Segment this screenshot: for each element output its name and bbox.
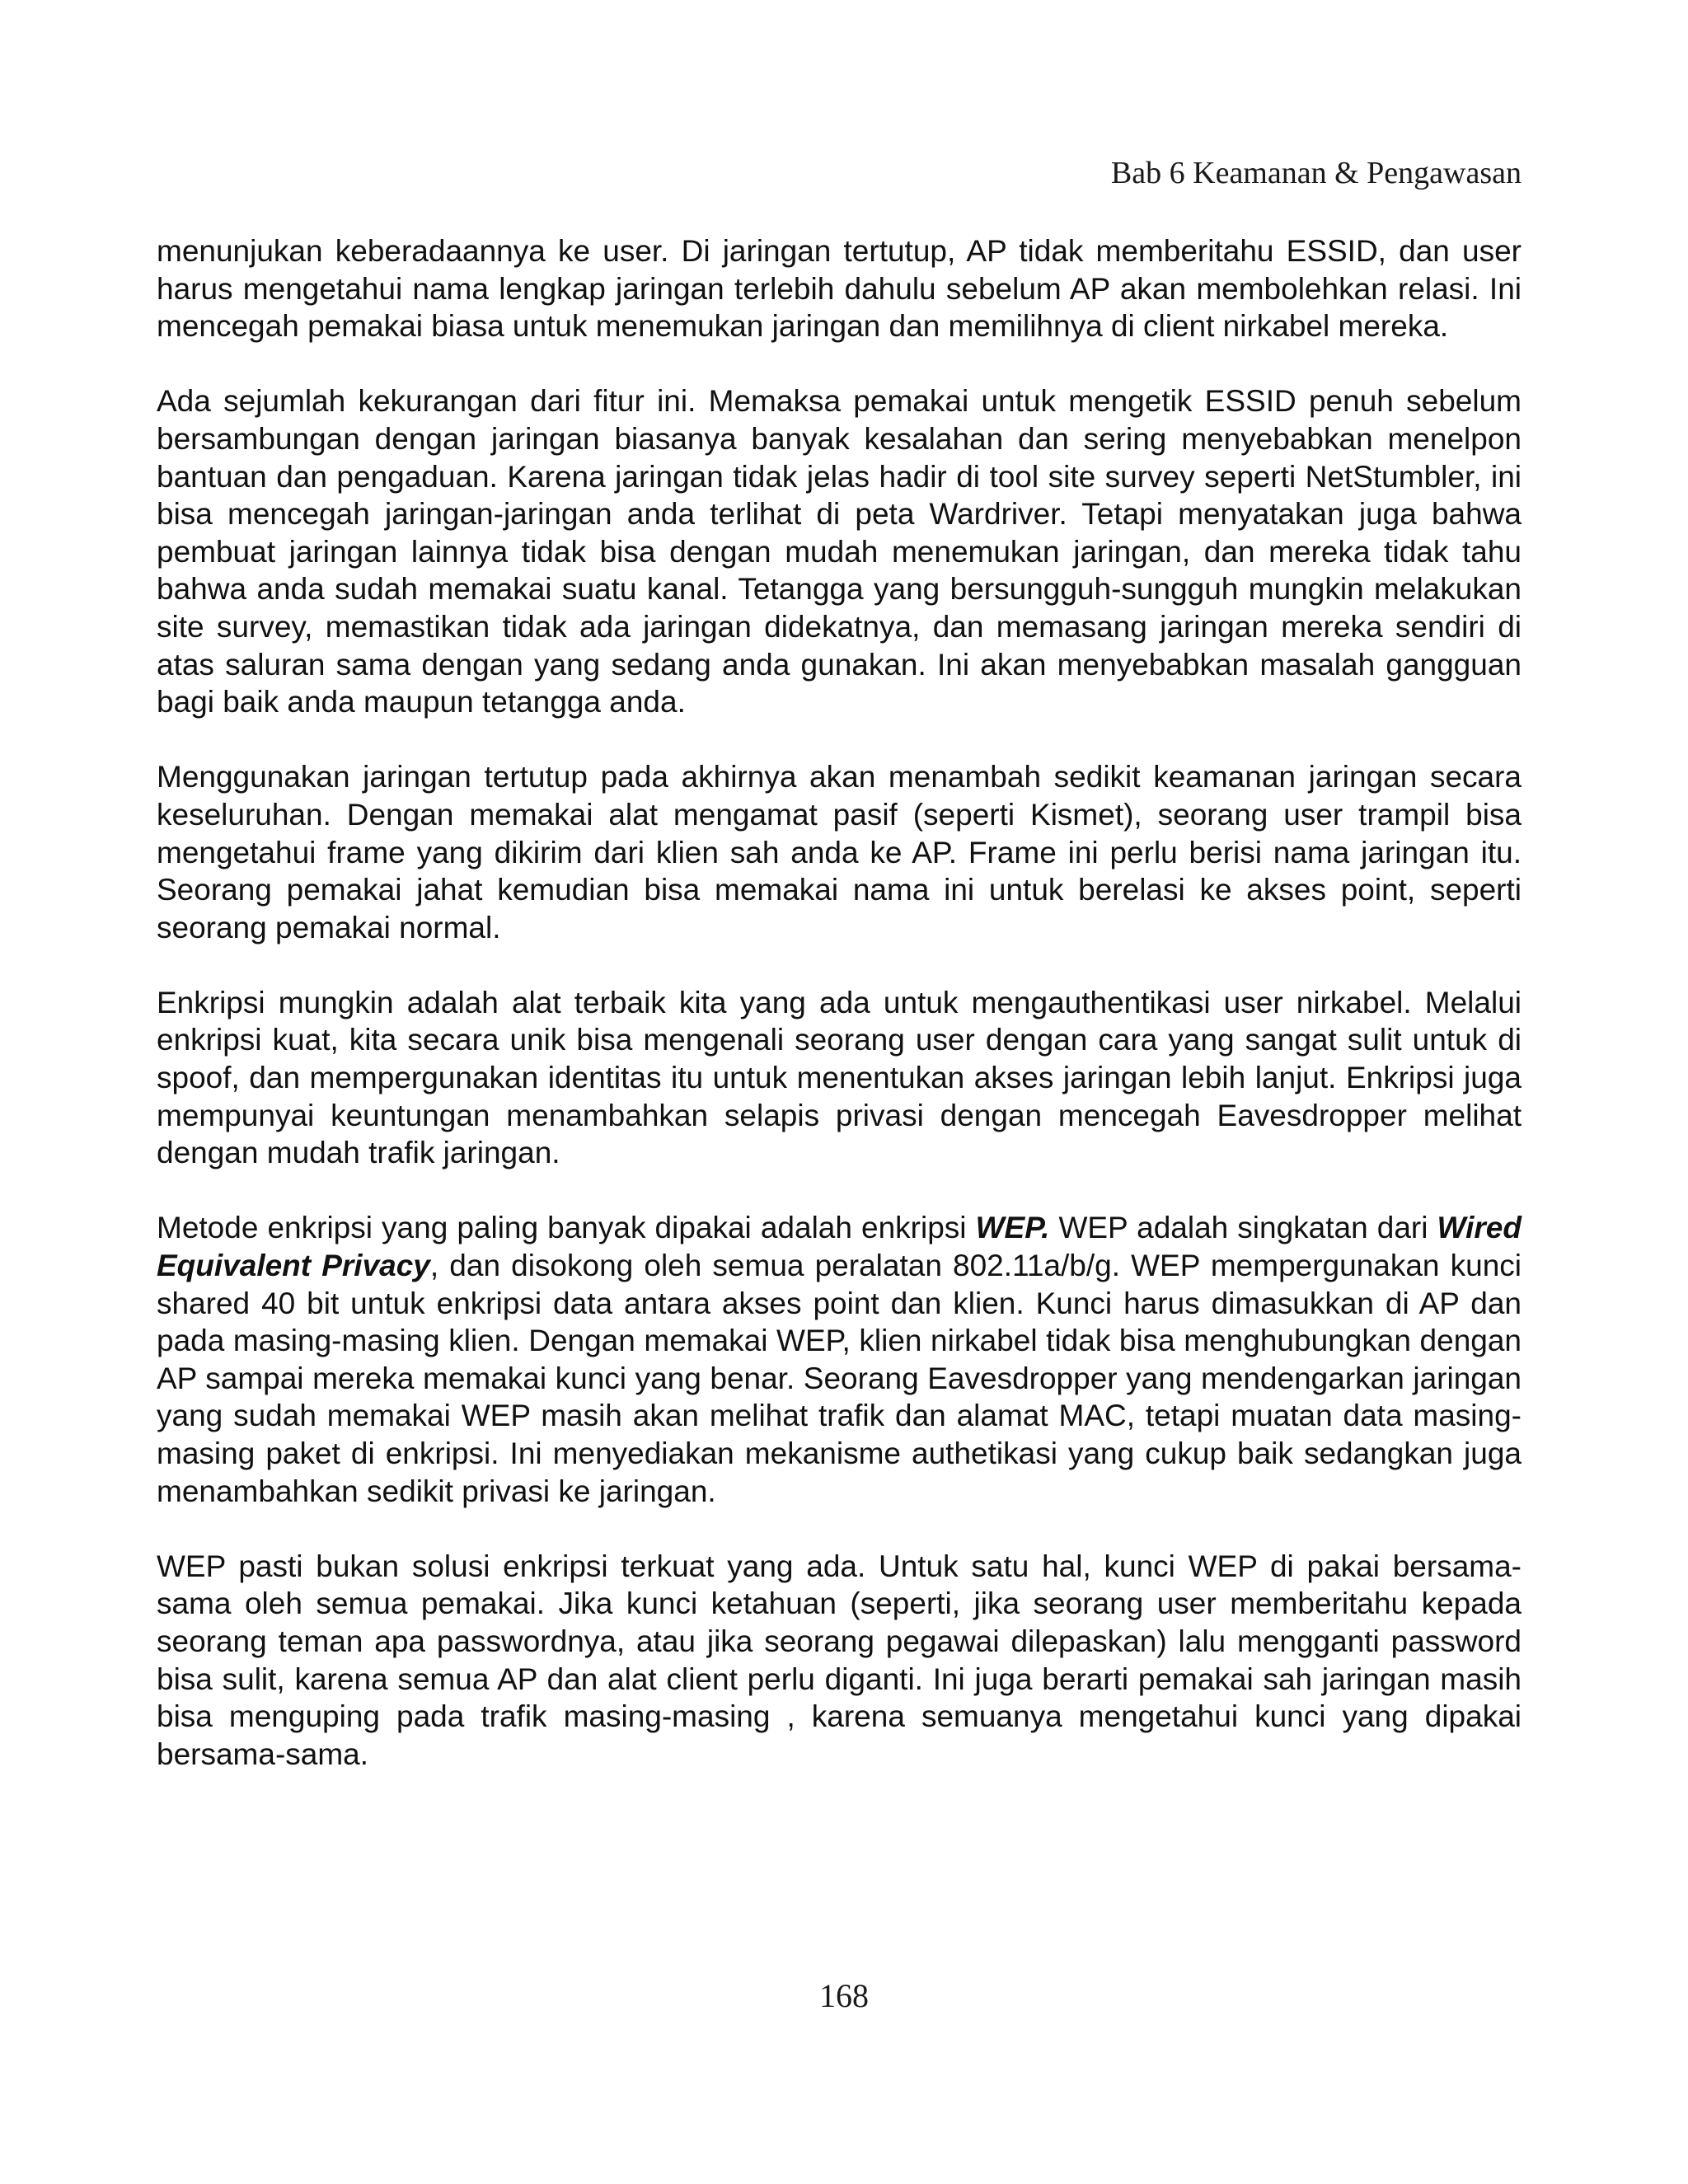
running-header: Bab 6 Keamanan & Pengawasan [1110, 156, 1522, 190]
paragraph-wep-description [157, 1209, 1522, 1510]
wep-text-before: Metode enkripsi yang paling banyak dipakai adalah enkripsi [157, 1211, 976, 1245]
paragraph-wep-weakness: WEP pasti bukan solusi enkripsi terkuat yang ada. Untuk satu hal, kunci WEP di pakai bersama-sama oleh semua pemakai. Jika kunci ketahuan (seperti, jika seorang user memberitahu kepada seorang teman apa passwordnya, atau jika seorang pegawai dilepaskan) lalu mengganti password bisa sulit, karena semua AP dan alat client perlu diganti. Ini juga berarti pemakai sah jaringan masih bisa menguping pada trafik masing-masing , karena semuanya mengetahui kunci yang dipakai bersama-sama. [157, 1549, 1522, 1771]
paragraph-encryption-authentication: Enkripsi mungkin adalah alat terbaik kita yang ada untuk mengauthentikasi user nirkabel. Melalui enkripsi kuat, kita secara unik bisa mengenali seorang user dengan cara yang sangat sulit untuk di spoof, dan mempergunakan identitas itu untuk menentukan akses jaringan lebih lanjut. Enkripsi juga mempunyai keuntungan menambahkan selapis privasi dengan mencegah Eavesdropper melihat dengan mudah trafik jaringan. [157, 985, 1522, 1170]
paragraph-closed-network-drawbacks: Ada sejumlah kekurangan dari fitur ini. Memaksa pemakai untuk mengetik ESSID penuh sebelum bersambungan dengan jaringan biasanya banyak kesalahan dan sering menyebabkan menelpon bantuan dan pengaduan. Karena jaringan tidak jelas hadir di tool site survey seperti NetStumbler, ini bisa mencegah jaringan-jaringan anda terlihat di peta Wardriver. Tetapi menyatakan juga bahwa pembuat jaringan lainnya tidak bisa dengan mudah menemukan jaringan, dan mereka tidak tahu bahwa anda sudah memakai suatu kanal. Tetangga yang bersungguh-sungguh mungkin melakukan site survey, memastikan tidak ada jaringan didekatnya, dan memasang jaringan mereka sendiri di atas saluran sama dengan yang sedang anda gunakan. Ini akan menyebabkan masalah gangguan bagi baik anda maupun tetangga anda. [157, 384, 1522, 719]
wep-term: WEP. [975, 1211, 1050, 1245]
body-text [157, 232, 1522, 1773]
page-number: 168 [819, 1977, 869, 2014]
wep-text-between: WEP adalah singkatan dari [1049, 1211, 1437, 1245]
paragraph-closed-network-security: Menggunakan jaringan tertutup pada akhirnya akan menambah sedikit keamanan jaringan secara keseluruhan. Dengan memakai alat mengamat pasif (seperti Kismet), seorang user trampil bisa mengetahui frame yang dikirim dari klien sah anda ke AP. Frame ini perlu berisi nama jaringan itu. Seorang pemakai jahat kemudian bisa memakai nama ini untuk berelasi ke akses point, seperti seorang pemakai normal. [157, 760, 1522, 944]
wep-text-after: , dan disokong oleh semua peralatan 802.11a/b/g. WEP mempergunakan kunci shared 40 bit untuk enkripsi data antara akses point dan klien. Kunci harus dimasukkan di AP dan pada masing-masing klien. Dengan memakai WEP, klien nirkabel tidak bisa menghubungkan dengan AP sampai mereka memakai kunci yang benar. Seorang Eavesdropper yang mendengarkan jaringan yang sudah memakai WEP masih akan melihat trafik dan alamat MAC, tetapi muatan data masing-masing paket di enkripsi. Ini menyediakan mekanisme authetikasi yang cukup baik sedangkan juga menambahkan sedikit privasi ke jaringan. [157, 1249, 1522, 1508]
paragraph-closed-network-intro: menunjukan keberadaannya ke user. Di jaringan tertutup, AP tidak memberitahu ESSID, dan user harus mengetahui nama lengkap jaringan terlebih dahulu sebelum AP akan membolehkan relasi. Ini mencegah pemakai biasa untuk menemukan jaringan dan memilihnya di client nirkabel mereka. [157, 234, 1522, 344]
wep-expansion: Wired Equivalent Privacy [157, 1211, 1522, 1283]
